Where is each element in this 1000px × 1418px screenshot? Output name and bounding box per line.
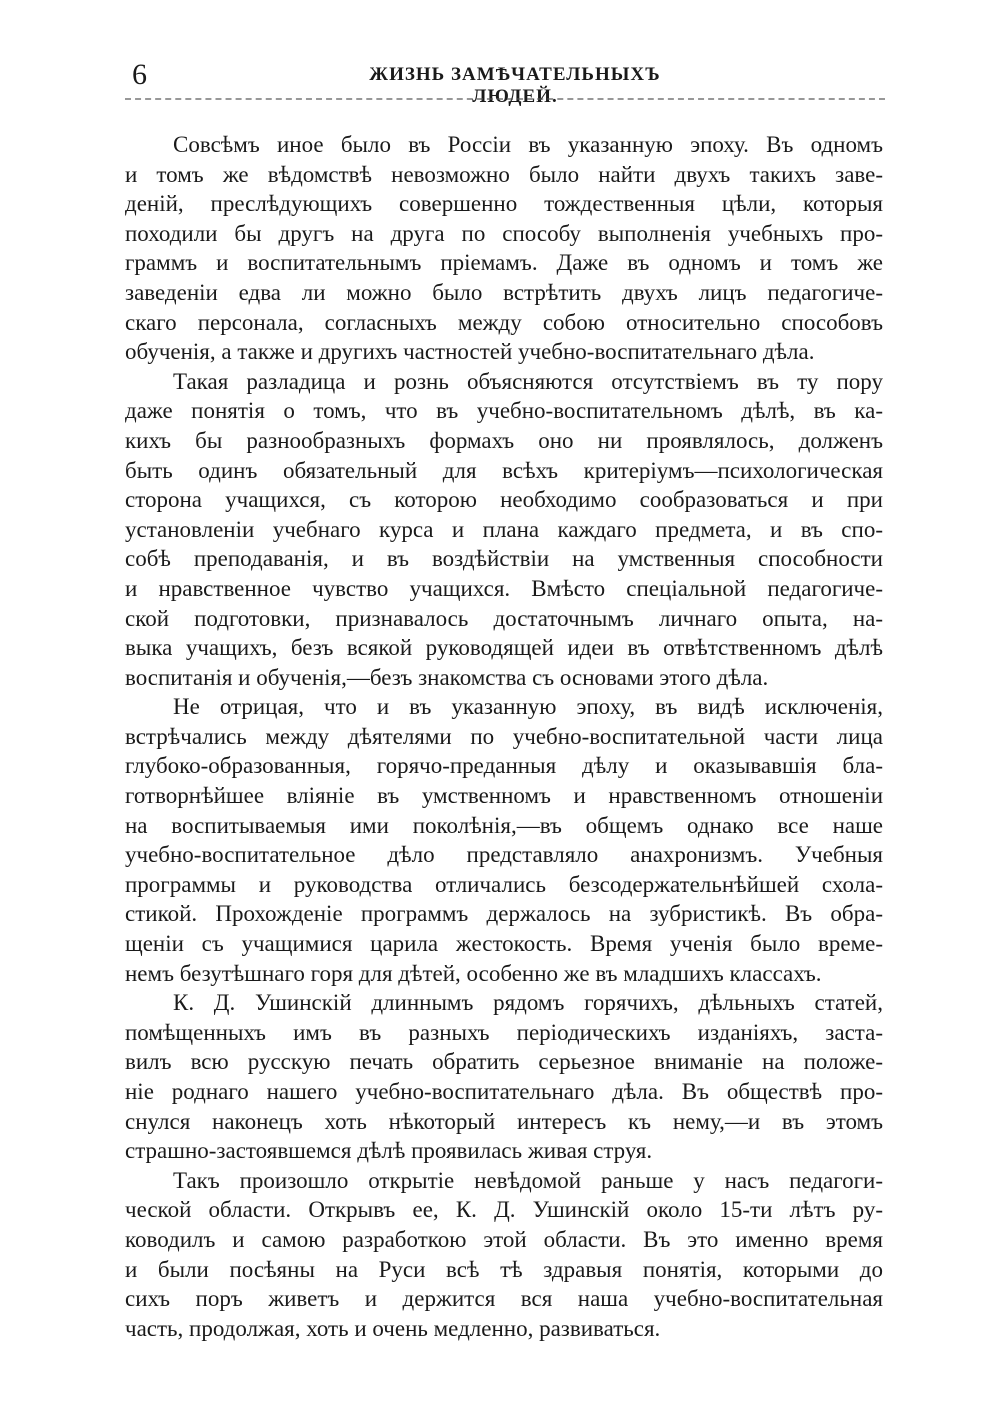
text-line: Не отрицая, что и въ указанную эпоху, въ видѣ исключенія, xyxy=(173,694,883,720)
text-line: ской подготовки, признавалось достаточнымъ личнаго опыта, на- xyxy=(125,605,883,631)
paragraph xyxy=(125,692,883,988)
text-line: Совсѣмъ иное было въ Россіи въ указанную эпоху. Въ одномъ xyxy=(173,132,883,157)
text-line: ніе роднаго нашего учебно-воспитательнаго дѣла. Въ обществѣ про- xyxy=(125,1079,883,1104)
text-line: ководилъ и самою разработкою этой области. Въ это именно время xyxy=(125,1226,883,1252)
text-line: на воспитываемыя ими поколѣнія,—въ общемъ однако все наше xyxy=(125,812,883,838)
text-line: обученія, а также и другихъ частностей учебно-воспитательнаго дѣла. xyxy=(125,339,815,365)
text-line: щеніи съ учащимися царила жестокость. Время ученія было време- xyxy=(125,931,883,957)
running-title: ЖИЗНЬ ЗАМѢЧАТЕЛЬНЫХЪ ЛЮДЕЙ. xyxy=(369,64,661,107)
paragraph xyxy=(125,130,883,367)
text-line: походили бы другъ на друга по способу выполненія учебныхъ про- xyxy=(125,220,883,246)
body-text xyxy=(125,130,883,1343)
text-line: воспитанія и обученія,—безъ знакомства съ основами этого дѣла. xyxy=(125,664,769,690)
text-line: вилъ всю русскую печать обратить серьезное вниманіе на положе- xyxy=(125,1049,883,1075)
text-line: и были посѣяны на Руси всѣ тѣ здравыя понятія, которыми до xyxy=(125,1256,883,1282)
text-line: сихъ поръ живетъ и держится вся наша учебно-воспитательная xyxy=(125,1286,883,1312)
paragraph xyxy=(125,988,883,1166)
paragraph xyxy=(125,1166,883,1344)
text-line: заведеніи едва ли можно было встрѣтить двухъ лицъ педагогиче- xyxy=(125,279,883,305)
page-number: 6 xyxy=(132,58,147,91)
text-line: страшно-застоявшемся дѣлѣ проявилась живая струя. xyxy=(125,1138,653,1164)
paragraph xyxy=(125,367,883,693)
text-line: установленіи учебнаго курса и плана каждаго предмета, и въ спо- xyxy=(125,516,883,542)
text-line: помѣщенныхъ имъ въ разныхъ періодическихъ изданіяхъ, заста- xyxy=(125,1019,883,1045)
text-line: К. Д. Ушинскій длиннымъ рядомъ горячихъ, дѣльныхъ статей, xyxy=(173,990,883,1016)
text-line: стикой. Прохожденіе программъ держалось на зубристикѣ. Въ обра- xyxy=(125,901,883,927)
text-line: сторона учащихся, съ которою необходимо сообразоваться и при xyxy=(125,487,883,513)
text-line: учебно-воспитательное дѣло представляло анахронизмъ. Учебныя xyxy=(125,842,883,868)
header-rule xyxy=(125,98,885,100)
text-line: Такъ произошло открытіе невѣдомой раньше у насъ педагоги- xyxy=(173,1167,883,1193)
text-line: программы и руководства отличались безсодержательнѣйшей схола- xyxy=(125,871,883,897)
text-line: скаго персонала, согласныхъ между собою относительно способовъ xyxy=(125,309,883,335)
text-line: глубоко-образованныя, горячо-преданныя дѣлу и оказывавшія бла- xyxy=(125,753,883,779)
text-line: быть одинъ обязательный для всѣхъ критеріумъ—психологическая xyxy=(125,457,883,483)
text-line: снулся наконецъ хоть нѣкоторый интересъ къ нему,—и въ этомъ xyxy=(125,1108,883,1134)
text-line: готворнѣйшее вліяніе въ умственномъ и нравственномъ отношеніи xyxy=(125,783,883,809)
text-line: ческой области. Открывъ ее, К. Д. Ушинскій около 15-ти лѣтъ ру- xyxy=(125,1197,883,1223)
text-line: даже понятія о томъ, что въ учебно-воспитательномъ дѣлѣ, въ ка- xyxy=(125,398,883,424)
text-line: собѣ преподаванія, и въ воздѣйствіи на умственныя способности xyxy=(125,546,883,572)
text-line: немъ безутѣшнаго горя для дѣтей, особенно же въ младшихъ классахъ. xyxy=(125,960,822,986)
text-line: деній, преслѣдующихъ совершенно тождественныя цѣли, которыя xyxy=(125,191,883,217)
text-line: Такая разладица и рознь объясняются отсутствіемъ въ ту пору xyxy=(173,368,883,394)
text-line: выка учащихъ, безъ всякой руководящей идеи въ отвѣтственномъ дѣлѣ xyxy=(125,635,883,661)
text-line: кихъ бы разнообразныхъ формахъ оно ни проявлялось, долженъ xyxy=(125,427,883,453)
text-line: граммъ и воспитательнымъ пріемамъ. Даже въ одномъ и томъ же xyxy=(125,250,883,276)
text-line: и нравственное чувство учащихся. Вмѣсто спеціальной педагогиче- xyxy=(125,575,883,601)
text-line: и томъ же вѣдомствѣ невозможно было найти двухъ такихъ заве- xyxy=(125,161,883,187)
text-line: часть, продолжая, хоть и очень медленно, развиваться. xyxy=(125,1315,661,1341)
text-line: встрѣчались между дѣятелями по учебно-воспитательной части лица xyxy=(125,723,883,749)
